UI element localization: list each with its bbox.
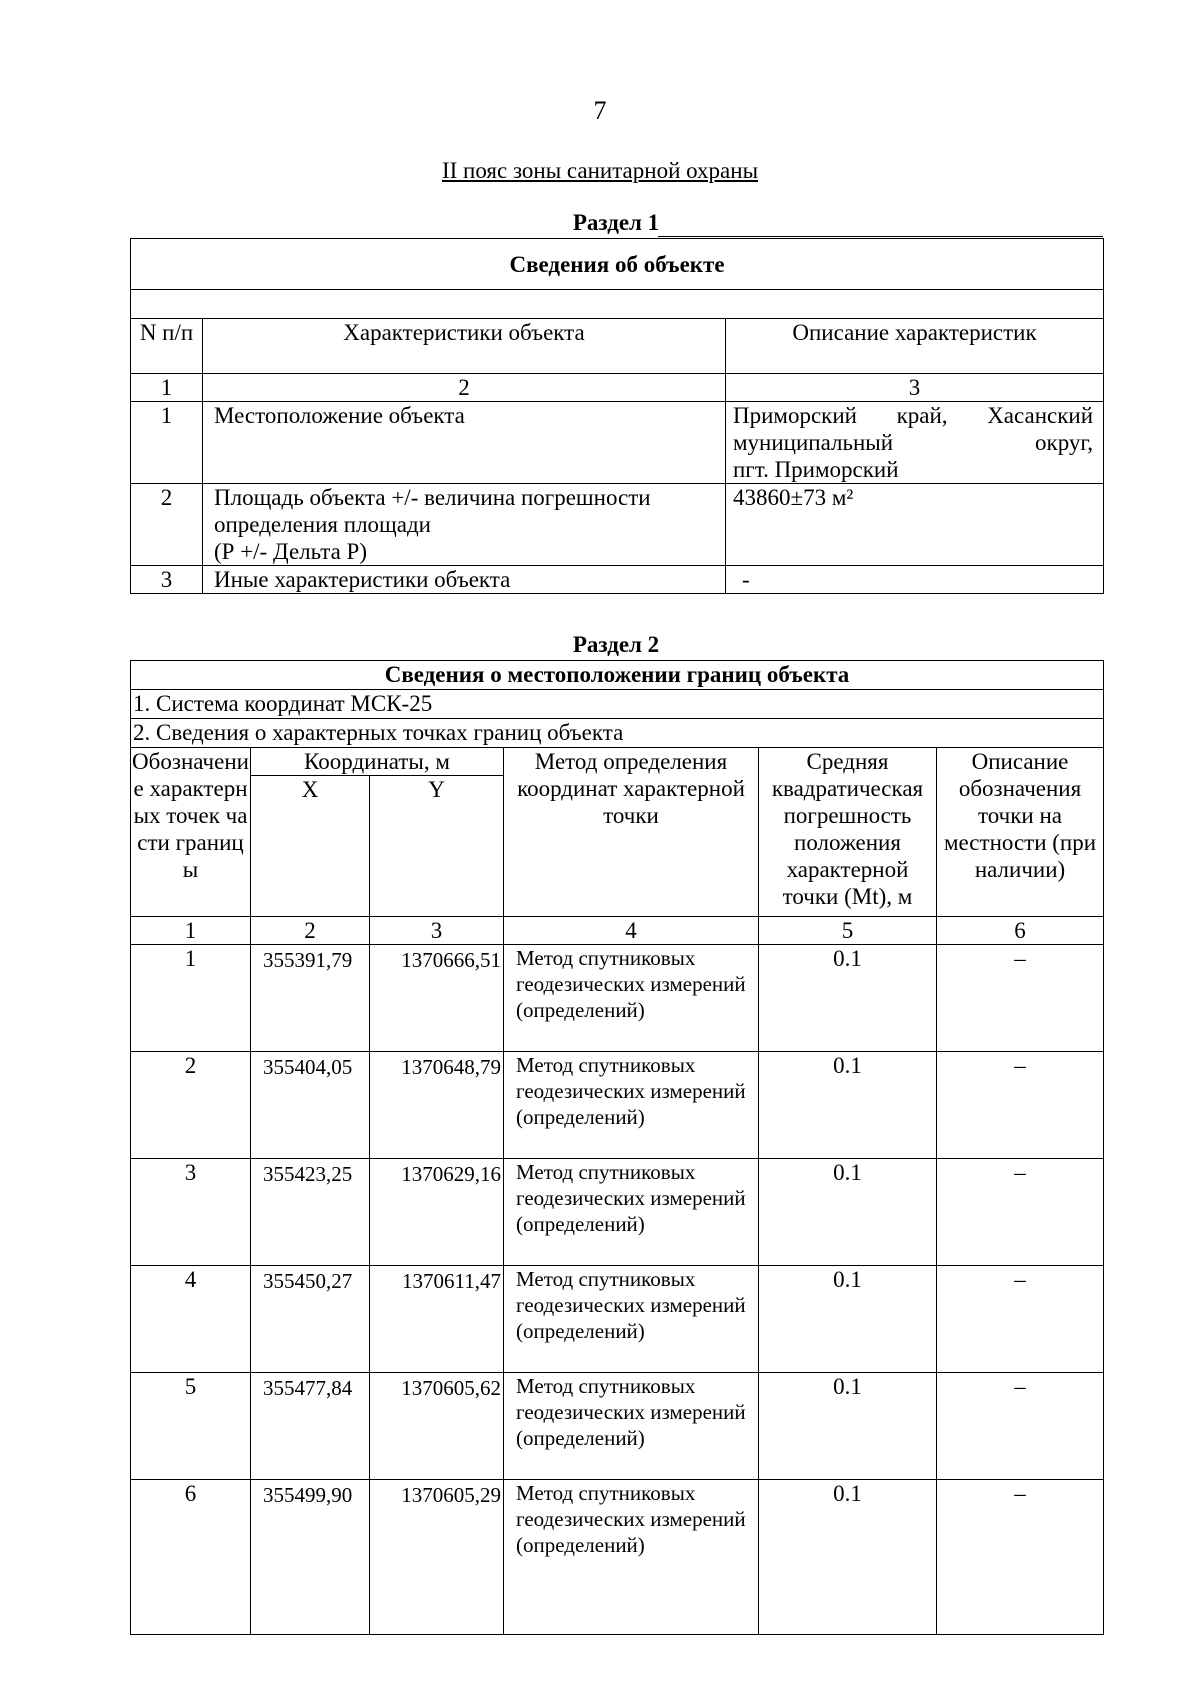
header-error: Средняя квадратическая погрешность положения характерной точки (Mt), м	[759, 748, 937, 917]
point-description: –	[937, 1052, 1104, 1159]
table-row	[131, 945, 1104, 1052]
row-num: 3	[131, 566, 203, 594]
header-x: X	[251, 776, 370, 917]
characteristic-location: Местоположение объекта	[203, 402, 726, 484]
zone-title: II пояс зоны санитарной охраны	[441, 158, 759, 183]
point-description: –	[937, 1266, 1104, 1373]
x-coordinate: 355391,79	[251, 945, 370, 1052]
x-coordinate: 355477,84	[251, 1373, 370, 1480]
header-description: Описание обозначения точки на местности (при наличии)	[937, 748, 1104, 917]
header-characteristic: Характеристики объекта	[203, 319, 726, 374]
description-area: 43860±73 м²	[726, 484, 1104, 566]
method: Метод спутниковых геодезических измерений (определений)	[504, 1480, 759, 1635]
object-info-table	[130, 238, 1104, 594]
characteristic-area	[203, 484, 726, 566]
header-designation: Обозначение характерных точек части границы	[131, 748, 251, 917]
blank-row	[131, 290, 1104, 319]
characteristic-line: Площадь объекта +/- величина погрешности	[214, 485, 651, 510]
method: Метод спутниковых геодезических измерений (определений)	[504, 945, 759, 1052]
point-description: –	[937, 1480, 1104, 1635]
points-title: 2. Сведения о характерных точках границ объекта	[131, 719, 1104, 748]
header-y: Y	[370, 776, 504, 917]
x-coordinate: 355499,90	[251, 1480, 370, 1635]
point-number: 5	[131, 1373, 251, 1480]
error-value: 0.1	[759, 1052, 937, 1159]
col-number: 5	[759, 917, 937, 945]
point-description: –	[937, 945, 1104, 1052]
row-num: 1	[131, 402, 203, 484]
point-description: –	[937, 1373, 1104, 1480]
y-coordinate: 1370629,16	[370, 1159, 504, 1266]
object-info-title: Сведения об объекте	[131, 239, 1104, 290]
point-description: –	[937, 1159, 1104, 1266]
header-description: Описание характеристик	[726, 319, 1104, 374]
characteristic-line: (Р +/- Дельта Р)	[214, 539, 367, 564]
col-number: 4	[504, 917, 759, 945]
table-row	[131, 1052, 1104, 1159]
page-number: 7	[593, 96, 607, 125]
y-coordinate: 1370605,29	[370, 1480, 504, 1635]
section1-title: Раздел 1	[572, 210, 660, 235]
description-other: -	[726, 566, 1104, 594]
point-number: 3	[131, 1159, 251, 1266]
point-number: 2	[131, 1052, 251, 1159]
method: Метод спутниковых геодезических измерений (определений)	[504, 1266, 759, 1373]
section-divider	[658, 236, 1103, 237]
method: Метод спутниковых геодезических измерений (определений)	[504, 1159, 759, 1266]
description-line: муниципальный округ,	[733, 430, 1094, 455]
method: Метод спутниковых геодезических измерений (определений)	[504, 1052, 759, 1159]
x-coordinate: 355404,05	[251, 1052, 370, 1159]
table-row	[131, 1159, 1104, 1266]
coord-system: 1. Система координат МСК-25	[131, 690, 1104, 719]
method: Метод спутниковых геодезических измерений (определений)	[504, 1373, 759, 1480]
point-number: 4	[131, 1266, 251, 1373]
y-coordinate: 1370666,51	[370, 945, 504, 1052]
error-value: 0.1	[759, 1159, 937, 1266]
description-location	[726, 402, 1104, 484]
y-coordinate: 1370611,47	[370, 1266, 504, 1373]
col-number: 1	[131, 917, 251, 945]
table-row	[131, 1266, 1104, 1373]
y-coordinate: 1370648,79	[370, 1052, 504, 1159]
header-num: N п/п	[131, 319, 203, 374]
x-coordinate: 355450,27	[251, 1266, 370, 1373]
table-row	[131, 1480, 1104, 1635]
col-number: 2	[203, 374, 726, 402]
col-number: 2	[251, 917, 370, 945]
x-coordinate: 355423,25	[251, 1159, 370, 1266]
y-coordinate: 1370605,62	[370, 1373, 504, 1480]
error-value: 0.1	[759, 1373, 937, 1480]
point-number: 6	[131, 1480, 251, 1635]
error-value: 0.1	[759, 945, 937, 1052]
section2-title: Раздел 2	[572, 632, 660, 657]
col-number: 6	[937, 917, 1104, 945]
error-value: 0.1	[759, 1480, 937, 1635]
characteristic-line: определения площади	[214, 512, 431, 537]
header-coordinates: Координаты, м	[251, 748, 504, 776]
boundary-points-table	[130, 660, 1104, 1635]
row-num: 2	[131, 484, 203, 566]
col-number: 1	[131, 374, 203, 402]
error-value: 0.1	[759, 1266, 937, 1373]
point-number: 1	[131, 945, 251, 1052]
col-number: 3	[370, 917, 504, 945]
boundary-table-title: Сведения о местоположении границ объекта	[131, 661, 1104, 690]
col-number: 3	[726, 374, 1104, 402]
header-method: Метод определения координат характерной точки	[504, 748, 759, 917]
description-line: Приморский край, Хасанский	[733, 403, 1094, 428]
characteristic-other: Иные характеристики объекта	[203, 566, 726, 594]
table-row	[131, 1373, 1104, 1480]
description-line: пгт. Приморский	[733, 457, 899, 482]
